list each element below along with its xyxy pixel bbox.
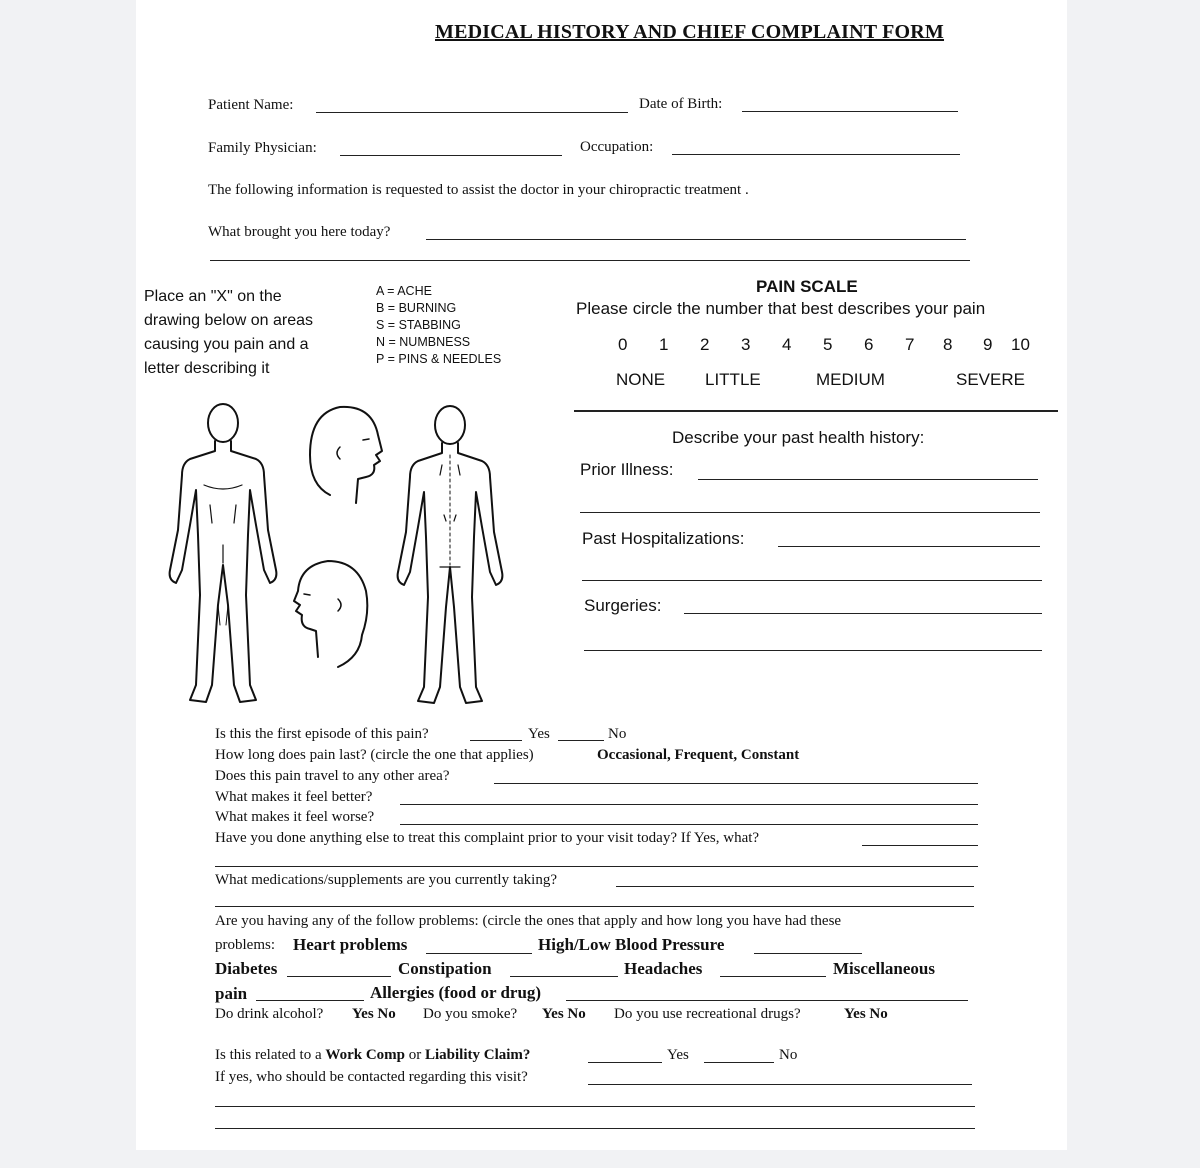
dob-label: Date of Birth: — [639, 96, 723, 112]
work-comp-yes-field[interactable] — [588, 1062, 662, 1063]
contact-field[interactable] — [588, 1084, 972, 1085]
instruction-line: letter describing it — [144, 360, 270, 377]
legend-numbness: N = NUMBNESS — [376, 335, 471, 349]
brought-label: What brought you here today? — [208, 224, 391, 240]
drugs-question: Do you use recreational drugs? — [614, 1006, 801, 1022]
heart-problems-option[interactable]: Heart problems — [293, 935, 408, 954]
travel-question: Does this pain travel to any other area? — [215, 768, 450, 784]
better-field[interactable] — [400, 804, 978, 805]
back-body-figure[interactable] — [398, 406, 503, 703]
work-comp-no: No — [779, 1047, 798, 1063]
surgeries-field[interactable] — [684, 613, 1042, 614]
allergies-field[interactable] — [566, 1000, 968, 1001]
problems-intro: Are you having any of the follow problems: (circle the ones that apply and how long you have had these — [215, 913, 842, 929]
pain-option[interactable]: pain — [215, 984, 248, 1003]
drugs-yes-no[interactable]: Yes No — [844, 1006, 888, 1022]
constipation-option[interactable]: Constipation — [398, 959, 492, 978]
contact-question: If yes, who should be contacted regarding this visit? — [215, 1069, 528, 1085]
work-comp-no-field[interactable] — [704, 1062, 774, 1063]
blood-pressure-field[interactable] — [754, 953, 862, 954]
contact-field-2[interactable] — [215, 1106, 975, 1107]
pain-number[interactable]: 5 — [823, 335, 833, 354]
medications-question: What medications/supplements are you currently taking? — [215, 872, 557, 888]
legend-stabbing: S = STABBING — [376, 318, 461, 332]
prior-illness-field[interactable] — [698, 479, 1038, 480]
pain-number[interactable]: 4 — [782, 335, 792, 354]
prior-illness-field-2[interactable] — [580, 512, 1040, 513]
first-episode-no-field[interactable] — [558, 740, 604, 741]
past-hospitalizations-field[interactable] — [778, 546, 1040, 547]
diabetes-field[interactable] — [287, 976, 391, 977]
prior-illness-label: Prior Illness: — [580, 460, 674, 479]
work-comp-text: Is this related to a — [215, 1047, 322, 1063]
pain-number[interactable]: 2 — [700, 335, 710, 354]
pain-number[interactable]: 8 — [943, 335, 953, 354]
contact-field-3[interactable] — [215, 1128, 975, 1129]
first-episode-yes-field[interactable] — [470, 740, 522, 741]
better-question: What makes it feel better? — [215, 789, 373, 805]
pain-scale-instruction: Please circle the number that best describes your pain — [576, 299, 986, 318]
pain-number[interactable]: 10 — [1011, 335, 1030, 354]
allergies-option[interactable]: Allergies (food or drug) — [370, 983, 542, 1002]
past-hospitalizations-field-2[interactable] — [582, 580, 1042, 581]
dob-field[interactable] — [742, 111, 958, 112]
alcohol-yes-no[interactable]: Yes No — [352, 1006, 396, 1022]
descriptor-little: LITTLE — [705, 370, 761, 389]
blood-pressure-option[interactable]: High/Low Blood Pressure — [538, 935, 725, 954]
pain-number[interactable]: 3 — [741, 335, 751, 354]
history-title: Describe your past health history: — [672, 428, 925, 447]
pain-letter-legend — [376, 283, 501, 368]
travel-field[interactable] — [494, 783, 978, 784]
how-long-options[interactable]: Occasional, Frequent, Constant — [597, 747, 800, 763]
pain-scale-numbers — [618, 335, 1030, 355]
intro-text: The following information is requested to assist the doctor in your chiropractic treatment . — [208, 182, 749, 198]
work-comp-question — [215, 1047, 530, 1064]
surgeries-field-2[interactable] — [584, 650, 1042, 651]
how-long-question: How long does pain last? (circle the one that applies) — [215, 747, 534, 763]
smoke-yes-no[interactable]: Yes No — [542, 1006, 586, 1022]
descriptor-medium: MEDIUM — [816, 370, 885, 389]
pain-scale-title: PAIN SCALE — [756, 277, 858, 296]
worse-field[interactable] — [400, 824, 978, 825]
work-comp-bold: Work Comp — [325, 1047, 405, 1063]
divider — [574, 410, 1058, 412]
miscellaneous-option[interactable]: Miscellaneous — [833, 959, 935, 978]
family-physician-label: Family Physician: — [208, 140, 317, 156]
body-diagram[interactable] — [160, 395, 580, 715]
first-episode-question: Is this the first episode of this pain? — [215, 726, 429, 742]
head-profile-right[interactable] — [310, 407, 382, 503]
first-episode-yes: Yes — [528, 726, 550, 742]
treated-field-2[interactable] — [215, 866, 978, 867]
liability-claim-bold: Liability Claim? — [424, 1047, 531, 1063]
pain-number[interactable]: 1 — [659, 335, 669, 354]
front-body-figure[interactable] — [170, 404, 277, 702]
descriptor-severe: SEVERE — [956, 370, 1025, 389]
instruction-line: Place an "X" on the — [144, 288, 282, 305]
descriptor-none: NONE — [616, 370, 666, 389]
head-profile-left[interactable] — [294, 561, 367, 667]
pain-number[interactable]: 9 — [983, 335, 993, 354]
brought-field-2[interactable] — [210, 260, 970, 261]
family-physician-field[interactable] — [340, 155, 562, 156]
occupation-field[interactable] — [672, 154, 960, 155]
past-hospitalizations-label: Past Hospitalizations: — [582, 529, 745, 548]
first-episode-no: No — [608, 726, 627, 742]
pain-number[interactable]: 0 — [618, 335, 628, 354]
form-title: MEDICAL HISTORY AND CHIEF COMPLAINT FORM — [435, 21, 945, 43]
headaches-field[interactable] — [720, 976, 826, 977]
heart-problems-field[interactable] — [426, 953, 532, 954]
instruction-line: drawing below on areas — [144, 312, 313, 329]
pain-number[interactable]: 6 — [864, 335, 874, 354]
patient-name-field[interactable] — [316, 112, 628, 113]
problems-word: problems: — [215, 937, 275, 953]
medications-field[interactable] — [616, 886, 974, 887]
alcohol-question: Do drink alcohol? — [215, 1006, 324, 1022]
smoke-question: Do you smoke? — [423, 1006, 518, 1022]
legend-pins-needles: P = PINS & NEEDLES — [376, 352, 502, 366]
surgeries-label: Surgeries: — [584, 596, 662, 615]
patient-name-label: Patient Name: — [208, 97, 294, 113]
pain-number[interactable]: 7 — [905, 335, 915, 354]
headaches-option[interactable]: Headaches — [624, 959, 703, 978]
constipation-field[interactable] — [510, 976, 618, 977]
pain-field[interactable] — [256, 1000, 364, 1001]
diabetes-option[interactable]: Diabetes — [215, 959, 278, 978]
work-comp-yes: Yes — [667, 1047, 689, 1063]
treated-field[interactable] — [862, 845, 978, 846]
brought-field[interactable] — [426, 239, 966, 240]
instruction-line: causing you pain and a — [144, 336, 309, 353]
medications-field-2[interactable] — [215, 906, 974, 907]
worse-question: What makes it feel worse? — [215, 809, 375, 825]
diagram-instructions — [144, 285, 354, 381]
legend-ache: A = ACHE — [376, 284, 432, 298]
work-comp-or: or — [408, 1047, 422, 1063]
occupation-label: Occupation: — [580, 139, 654, 155]
legend-burning: B = BURNING — [376, 301, 457, 315]
treated-question: Have you done anything else to treat this complaint prior to your visit today? If Yes, what? — [215, 830, 760, 846]
